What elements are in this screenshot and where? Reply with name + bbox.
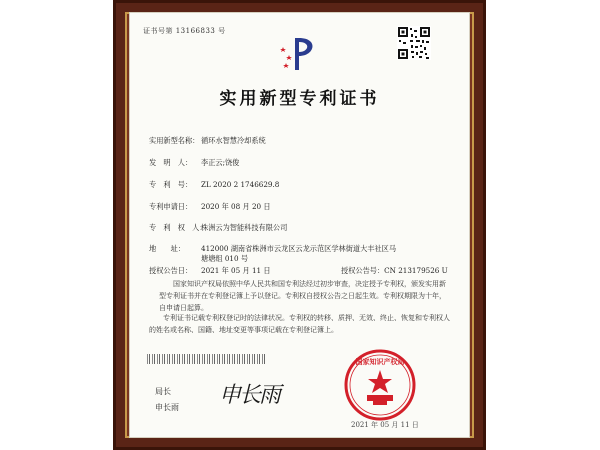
certificate-paragraph-2: 专利证书记载专利权登记时的法律状况。专利权的转移、质押、无效、终止、恢复和专利权人的姓名或名称、国籍、地址变更等事项记载在专利登记簿上。 [149, 314, 450, 334]
field-address-line2 [149, 254, 248, 264]
field-patentee [149, 223, 287, 233]
field-value: 循环水智慧冷却系统 [201, 136, 266, 145]
field-patent-number [149, 180, 279, 190]
issue-date: 2021 年 05 月 11 日 [351, 421, 419, 429]
field-label: 专 利 权 人： [149, 223, 207, 232]
svg-text:国家知识产权局: 国家知识产权局 [355, 358, 405, 366]
field-label: 实用新型名称： [149, 136, 200, 145]
qr-code-icon [397, 26, 431, 60]
field-label: 专利申请日： [149, 202, 193, 211]
field-value: 塘塘组 010 号 [201, 254, 249, 263]
grant-publication-number: 授权公告号：CN 213179526 U [341, 266, 448, 275]
field-value: 李正云;饶俊 [201, 158, 240, 167]
field-value: 2021 年 05 月 11 日 [201, 266, 271, 275]
field-value: 株洲云为智能科技有限公司 [201, 223, 288, 232]
cnipa-logo-icon [275, 30, 325, 74]
field-label: 发 明 人： [149, 158, 193, 167]
handwritten-signature: 申长雨 [219, 383, 280, 408]
certificate-title: 实用新型专利证书 [219, 89, 380, 109]
field-utility-model-name [149, 136, 266, 146]
field-grant-date [149, 266, 271, 276]
certificate-paper [129, 12, 470, 438]
field-value: 412000 湖南省株洲市云龙区云龙示范区学林街道大丰社区马 [201, 244, 397, 253]
field-label: 地 址： [149, 244, 185, 253]
field-application-date [149, 202, 271, 212]
certificate-number: 证书号第 13166833 号 [143, 27, 226, 35]
field-address [149, 244, 396, 254]
barcode-strip [147, 354, 267, 364]
certificate-paragraph-1: 国家知识产权局依照中华人民共和国专利法经过初步审查，决定授予专利权，颁发实用新型专利证书并在专利登记簿上予以登记。专利权自授权公告之日起生效。专利权期限为十年，自申请日起算。 [159, 280, 446, 312]
field-inventor [149, 158, 239, 168]
field-value: ZL 2020 2 1746629.8 [201, 180, 280, 189]
signature-title: 局长 [155, 387, 171, 396]
official-seal-icon [343, 348, 417, 422]
field-label: 专 利 号： [149, 180, 193, 189]
field-value: 2020 年 08 月 20 日 [201, 202, 271, 211]
signature-name: 申长雨 [155, 403, 179, 412]
field-label: 授权公告日： [149, 266, 193, 275]
